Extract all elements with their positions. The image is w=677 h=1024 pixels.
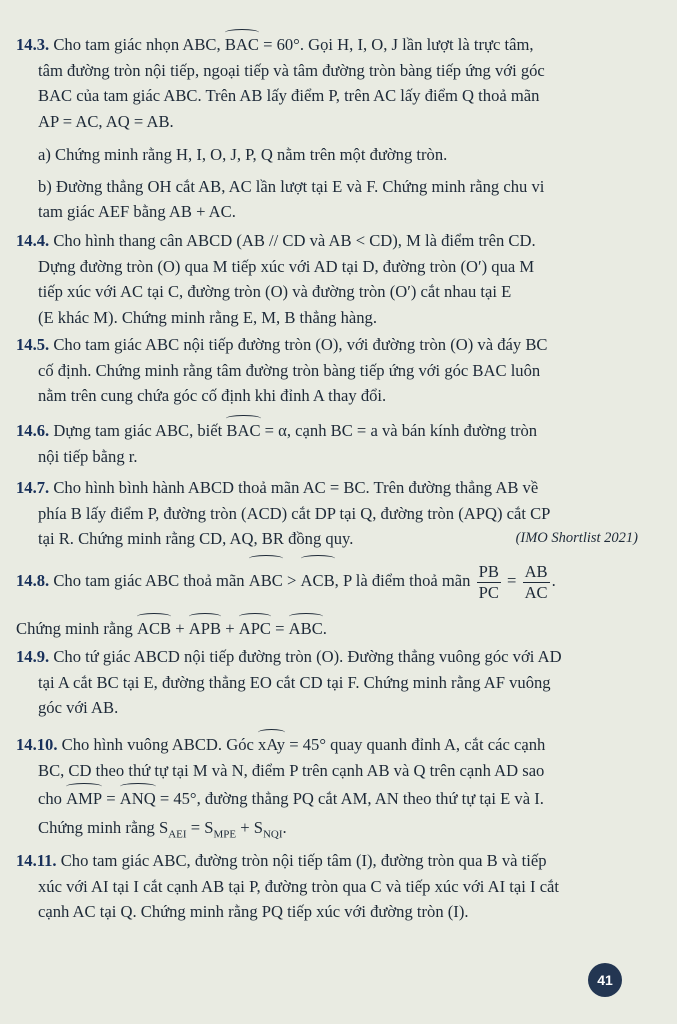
angle-arc: ANQ [120, 786, 156, 812]
text: > [282, 571, 301, 590]
angle-arc: ABC [249, 558, 283, 604]
text-line: BAC của tam giác ABC. Trên AB lấy điểm P, trên AC lấy điểm Q thoả mãn [38, 86, 540, 105]
problem-14-10 [16, 732, 638, 847]
text: + S [236, 817, 263, 837]
text-line: xúc với AI tại I cắt cạnh AB tại P, đường tròn qua C và tiếp xúc với AI tại I cắt [38, 876, 560, 896]
problem-number: 14.10. [16, 735, 58, 754]
angle-arc: ABC [289, 616, 323, 642]
text-line: tiếp xúc với AC tại C, đường tròn (O) và đường tròn (O′) cắt nhau tại E [38, 282, 512, 301]
problem-14-11 [16, 848, 638, 925]
text: Cho tứ giác ABCD nội tiếp đường tròn (O). Đường thẳng vuông góc với AD [49, 647, 562, 666]
denominator: PC [478, 582, 499, 602]
subscript: NQI [262, 827, 283, 840]
text: Cho tam giác ABC nội tiếp đường tròn (O), với đường tròn (O) và đáy BC [49, 335, 548, 354]
problem-number: 14.11. [16, 851, 57, 870]
numerator: AB [524, 561, 548, 581]
problem-number: 14.4. [16, 231, 50, 250]
text-line: tâm đường tròn nội tiếp, ngoại tiếp và tâm đường tròn bàng tiếp ứng với góc [38, 60, 545, 80]
text-line: tam giác AEF bằng AB + AC. [38, 202, 236, 221]
text: = [502, 571, 521, 590]
text: = 45°, đường thẳng PQ cắt AM, AN theo thứ tự tại E và I. [155, 789, 544, 808]
angle-arc: AMP [66, 786, 102, 812]
angle-arc: BAC [226, 418, 260, 444]
problem-number: 14.6. [16, 421, 50, 440]
text: = [271, 619, 289, 638]
text: Cho tam giác ABC, đường tròn nội tiếp tâm (I), đường tròn qua B và tiếp [56, 851, 547, 870]
text: cho [38, 789, 67, 808]
text: + [221, 619, 239, 638]
text: Dựng tam giác ABC, biết [49, 421, 227, 440]
text: Cho tam giác nhọn ABC, [49, 35, 225, 54]
text-line: nội tiếp bằng r. [38, 446, 138, 466]
problem-number: 14.5. [16, 335, 50, 354]
text-line: tại A cắt BC tại E, đường thẳng EO cắt CD tại F. Chứng minh rằng AF vuông [38, 672, 551, 692]
problem-number: 14.3. [16, 35, 50, 54]
angle-arc: ACB [137, 616, 171, 642]
text: = α, cạnh BC = a và bán kính đường tròn [260, 421, 538, 440]
text: = S [186, 817, 214, 837]
problem-14-4 [16, 228, 638, 330]
text: Chứng minh rằng S [38, 817, 169, 837]
fraction [477, 562, 501, 603]
numerator: PB [478, 561, 499, 581]
problem-14-6 [16, 418, 638, 469]
text: Cho hình thang cân ABCD (AB // CD và AB < CD), M là điểm trên CD. [49, 231, 536, 250]
angle-arc: ACB [301, 558, 335, 604]
angle-arc: APB [189, 616, 221, 642]
angle-arc: BAC [225, 32, 259, 58]
fraction [523, 562, 550, 603]
text: . [551, 571, 556, 590]
text: + [171, 619, 189, 638]
text-line: cố định. Chứng minh rằng tâm đường tròn bàng tiếp ứng với góc BAC luôn [38, 360, 541, 380]
text: . [282, 817, 287, 837]
text: Cho hình vuông ABCD. Góc [57, 735, 259, 754]
text-line: Dựng đường tròn (O) qua M tiếp xúc với AD tại D, đường tròn (O′) qua M [38, 256, 535, 276]
part-b: b) Đường thẳng OH cắt AB, AC lần lượt tại E và F. Chứng minh rằng chu vi [38, 176, 545, 196]
text-line: AP = AC, AQ = AB. [38, 111, 174, 131]
text: = 60°. Gọi H, I, O, J lần lượt là trực tâm, [258, 35, 534, 54]
text: , P là điểm thoả mãn [334, 571, 475, 590]
denominator: AC [524, 582, 548, 602]
problem-number: 14.8. [16, 571, 50, 590]
text-line: (E khác M). Chứng minh rằng E, M, B thẳng hàng. [38, 307, 377, 327]
angle-arc: xAy [258, 732, 285, 758]
problem-14-7 [16, 475, 638, 552]
problem-number: 14.7. [16, 478, 50, 497]
text: = [102, 789, 120, 808]
text: . [322, 619, 327, 638]
part-a: a) Chứng minh rằng H, I, O, J, P, Q nằm trên một đường tròn. [38, 145, 448, 164]
text-line: cạnh AC tại Q. Chứng minh rằng PQ tiếp xúc với đường tròn (I). [38, 902, 469, 921]
text: = 45° quay quanh đỉnh A, cắt các cạnh [285, 735, 546, 754]
problem-14-5 [16, 332, 638, 409]
text: Chứng minh rằng [16, 619, 137, 638]
text: tại R. Chứng minh rằng CD, AQ, BR đồng quy. [38, 529, 354, 548]
text-line [16, 526, 638, 552]
problem-14-3 [16, 32, 638, 225]
text: Cho hình bình hành ABCD thoả mãn AC = BC. Trên đường thẳng AB về [49, 478, 539, 497]
source-citation: (IMO Shortlist 2021) [515, 530, 638, 546]
problem-number: 14.9. [16, 647, 50, 666]
problem-14-8 [16, 558, 638, 642]
page-number-badge: 41 [588, 963, 622, 997]
text-line: góc với AB. [38, 698, 119, 717]
text-line: BC, CD theo thứ tự tại M và N, điểm P trên cạnh AB và Q trên cạnh AD sao [38, 760, 545, 780]
subscript: MPE [213, 827, 237, 840]
text: Cho tam giác ABC thoả mãn [49, 571, 249, 590]
angle-arc: APC [239, 616, 271, 642]
text-line: phía B lấy điểm P, đường tròn (ACD) cắt DP tại Q, đường tròn (APQ) cắt CP [38, 503, 551, 523]
text-line: nằm trên cung chứa góc cố định khi đỉnh A thay đổi. [38, 386, 387, 405]
problem-14-9 [16, 644, 638, 721]
subscript: AEI [168, 827, 187, 840]
